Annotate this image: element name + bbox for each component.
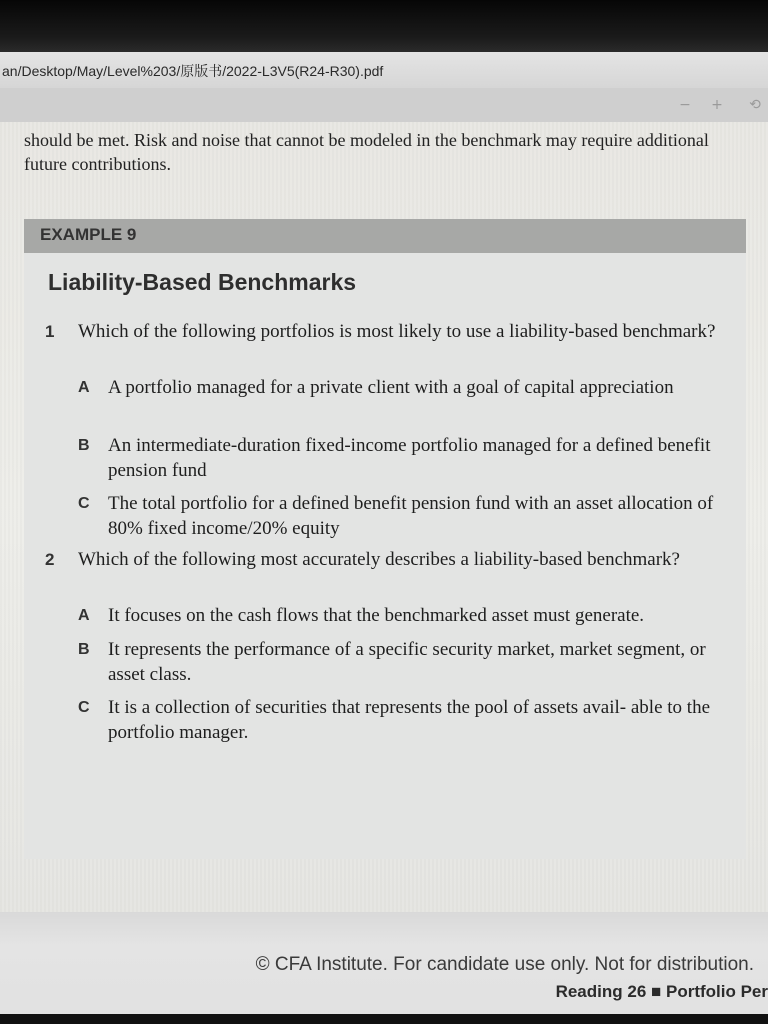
zoom-out-icon[interactable]: − bbox=[679, 97, 691, 113]
option-letter: C bbox=[78, 495, 90, 512]
running-head: Reading 26 ■ Portfolio Per bbox=[555, 982, 768, 1001]
example-title: Liability-Based Benchmarks bbox=[48, 269, 357, 295]
title-bar bbox=[0, 52, 768, 89]
example-label: EXAMPLE 9 bbox=[40, 225, 137, 244]
option-letter: A bbox=[78, 379, 90, 396]
option-text: The total portfolio for a defined benefit pension fund with an asset allocation of 80% fixed income/20% equity bbox=[108, 493, 714, 539]
bottom-bezel bbox=[0, 1014, 768, 1024]
top-bezel bbox=[0, 0, 768, 52]
option-letter: B bbox=[78, 437, 90, 454]
option-text: It focuses on the cash flows that the benchmarked asset must generate. bbox=[108, 605, 645, 626]
intro-paragraph: should be met. Risk and noise that cannot be modeled in the benchmark may require additional future contributions. bbox=[24, 130, 709, 174]
file-path: an/Desktop/May/Level%203/原版书/2022-L3V5(R24-R30).pdf bbox=[2, 63, 384, 79]
option-letter: B bbox=[78, 641, 90, 658]
copyright-footer: © CFA Institute. For candidate use only. Not for distribution. bbox=[255, 954, 754, 975]
option-text: A portfolio managed for a private client with a goal of capital appreciation bbox=[108, 377, 674, 398]
pdf-page bbox=[0, 122, 768, 912]
question-number: 2 bbox=[45, 550, 55, 569]
example-box bbox=[24, 219, 746, 859]
question-text: Which of the following most accurately describes a liability-based benchmark? bbox=[78, 549, 680, 570]
question-number: 1 bbox=[45, 322, 55, 341]
example-header-bar bbox=[24, 219, 746, 253]
option-letter: C bbox=[78, 699, 90, 716]
option-text: It represents the performance of a specific security market, market segment, or asset class. bbox=[108, 639, 706, 685]
rotate-icon[interactable]: ⟲ bbox=[749, 97, 761, 113]
option-text: It is a collection of securities that represents the pool of assets avail- able to the portfolio manager. bbox=[108, 697, 710, 743]
page-footer-area bbox=[0, 912, 768, 1024]
zoom-in-icon[interactable]: + bbox=[711, 97, 723, 113]
question-text: Which of the following portfolios is most likely to use a liability-based benchmark? bbox=[78, 321, 716, 342]
option-letter: A bbox=[78, 607, 90, 624]
viewer-toolbar bbox=[0, 88, 768, 122]
option-text: An intermediate-duration fixed-income portfolio managed for a defined benefit pension fund bbox=[108, 435, 711, 481]
